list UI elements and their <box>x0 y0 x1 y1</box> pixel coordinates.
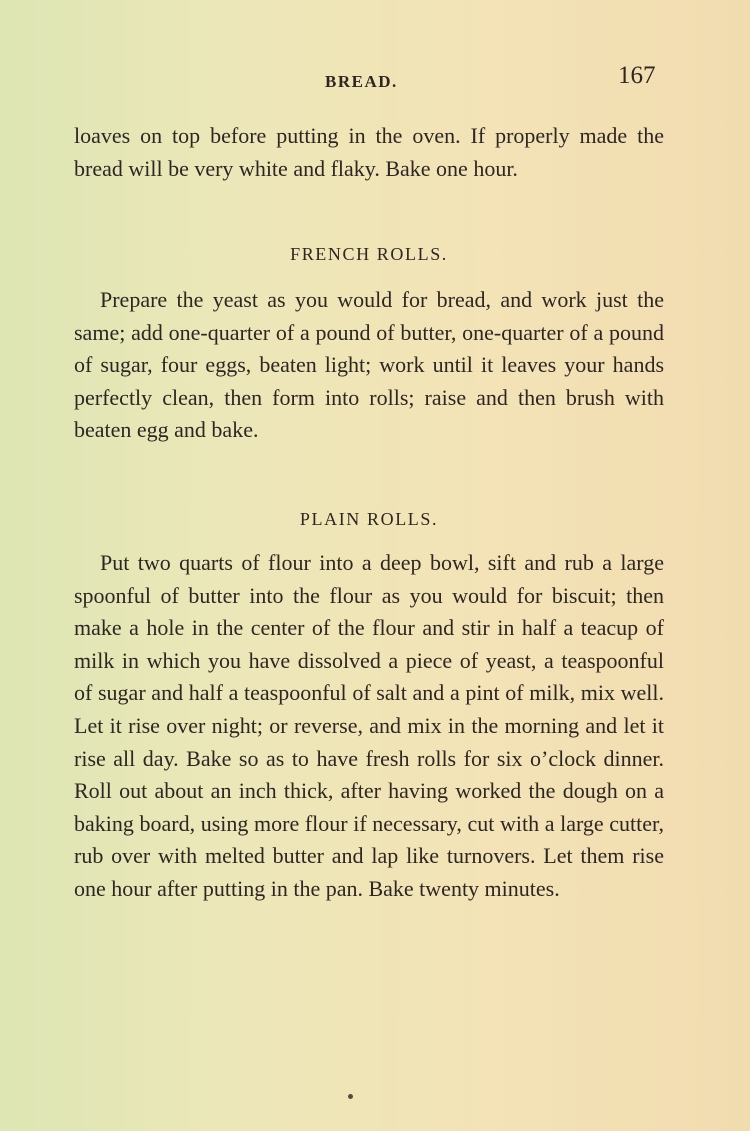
ink-speck <box>348 1094 353 1099</box>
section-heading-french-rolls: FRENCH ROLLS. <box>290 244 448 264</box>
section-heading-plain-rolls: PLAIN ROLLS. <box>299 509 439 529</box>
section-body-plain-rolls: Put two quarts of flour into a deep bowl, sift and rub a large spoonful of butter into the flour as you would for biscuit; then make a hole in the center of the flour and stir in half a teacup of milk in which you have dissolved a piece of yeast, a teaspoonful of sugar and half a teaspoonful of salt and a pint of milk, mix well. Let it rise over night; or reverse, and mix in the morning and let it rise all day. Bake so as to have fresh rolls for six o’clock dinner. Roll out about an inch thick, after having worked the dough on a baking board, using more flour if necessary, cut with a large cutter, rub over with melted butter and lap like turnovers. Let them rise one hour after putting in the pan. Bake twenty minutes. <box>74 550 664 901</box>
running-head: BREAD. <box>325 72 398 91</box>
section-body-french-rolls: Prepare the yeast as you would for bread, and work just the same; add one-quarter of a pound of butter, one-quarter of a pound of sugar, four eggs, beaten light; work until it leaves your hands perfectly clean, then form into rolls; raise and then brush with beaten egg and bake. <box>74 287 664 443</box>
intro-paragraph: loaves on top before putting in the oven. If properly made the bread will be very white and flaky. Bake one hour. <box>74 123 664 181</box>
page-number: 167 <box>618 62 656 89</box>
